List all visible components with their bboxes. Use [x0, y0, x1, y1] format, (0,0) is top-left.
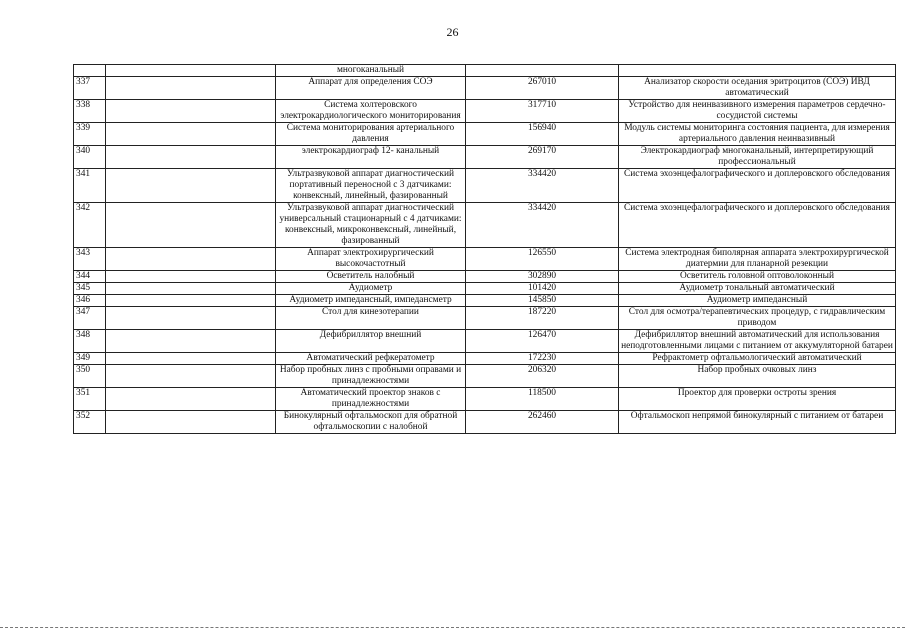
- cell-number: 342: [74, 203, 106, 248]
- table-row: [74, 77, 896, 100]
- cell-number: 347: [74, 307, 106, 330]
- scan-edge-line: [0, 627, 905, 628]
- cell-name: Автоматический проектор знаков с принадлежностями: [276, 388, 466, 411]
- cell-code: 126470: [466, 330, 619, 353]
- cell-number: 352: [74, 411, 106, 434]
- cell-name: Автоматический рефкератометр: [276, 353, 466, 365]
- table-row-continuation: [74, 65, 896, 77]
- cell-name: электрокардиограф 12- канальный: [276, 146, 466, 169]
- cell-blank: [106, 295, 276, 307]
- cell-blank: [106, 248, 276, 271]
- cell-number: 345: [74, 283, 106, 295]
- table-row: [74, 271, 896, 283]
- cell-number: 340: [74, 146, 106, 169]
- cell-description: Аудиометр импедансный: [619, 295, 896, 307]
- cell-name: Осветитель налобный: [276, 271, 466, 283]
- cell-description: Система эхоэнцефалографического и доплеровского обследования: [619, 169, 896, 203]
- cell-name: Система мониторирования артериального давления: [276, 123, 466, 146]
- cell-name: Ультразвуковой аппарат диагностический универсальный стационарный с 4 датчиками: конвексный, микроконвексный, линейный, фазированный: [276, 203, 466, 248]
- cell-name: Аппарат для определения СОЭ: [276, 77, 466, 100]
- cell-number: 341: [74, 169, 106, 203]
- cell-code: 118500: [466, 388, 619, 411]
- cell-name: Бинокулярный офтальмоскоп для обратной офтальмоскопии с налобной: [276, 411, 466, 434]
- cell-name: многоканальный: [276, 65, 466, 77]
- cell-description: Анализатор скорости оседания эритроцитов (СОЭ) ИВД автоматический: [619, 77, 896, 100]
- cell-blank: [106, 411, 276, 434]
- cell-name: Стол для кинезотерапии: [276, 307, 466, 330]
- cell-blank: [106, 123, 276, 146]
- cell-description: Система эхоэнцефалографического и доплеровского обследования: [619, 203, 896, 248]
- cell-code: 187220: [466, 307, 619, 330]
- cell-blank: [106, 330, 276, 353]
- cell-number: 346: [74, 295, 106, 307]
- table-row: [74, 330, 896, 353]
- cell-description: Устройство для неинвазивного измерения параметров сердечно-сосудистой системы: [619, 100, 896, 123]
- cell-number: 348: [74, 330, 106, 353]
- table-row: [74, 307, 896, 330]
- cell-code: [466, 65, 619, 77]
- cell-number: 339: [74, 123, 106, 146]
- table-row: [74, 365, 896, 388]
- cell-description: [619, 65, 896, 77]
- cell-code: 172230: [466, 353, 619, 365]
- table-row: [74, 248, 896, 271]
- table-row: [74, 388, 896, 411]
- cell-blank: [106, 203, 276, 248]
- cell-code: 334420: [466, 169, 619, 203]
- cell-number: 351: [74, 388, 106, 411]
- cell-description: Дефибриллятор внешний автоматический для использования неподготовленными лицами с питанием от аккумуляторной батареи: [619, 330, 896, 353]
- cell-code: 302890: [466, 271, 619, 283]
- cell-name: Набор пробных линз с пробными оправами и принадлежностями: [276, 365, 466, 388]
- cell-description: Офтальмоскоп непрямой бинокулярный с питанием от батареи: [619, 411, 896, 434]
- cell-blank: [106, 271, 276, 283]
- cell-blank: [106, 307, 276, 330]
- table-row: [74, 169, 896, 203]
- cell-name: Аудиометр импедансный, импедансметр: [276, 295, 466, 307]
- cell-number: 344: [74, 271, 106, 283]
- cell-blank: [106, 365, 276, 388]
- cell-name: Дефибриллятор внешний: [276, 330, 466, 353]
- table-row: [74, 146, 896, 169]
- cell-description: Система электродная биполярная аппарата электрохирургической диатермии для планарной резекции: [619, 248, 896, 271]
- cell-name: Аудиометр: [276, 283, 466, 295]
- cell-code: 262460: [466, 411, 619, 434]
- cell-name: Аппарат электрохирургический высокочастотный: [276, 248, 466, 271]
- page-number: 26: [446, 25, 459, 39]
- cell-description: Электрокардиограф многоканальный, интерпретирующий профессиональный: [619, 146, 896, 169]
- cell-blank: [106, 169, 276, 203]
- cell-code: 156940: [466, 123, 619, 146]
- cell-blank: [106, 77, 276, 100]
- cell-description: Модуль системы мониторинга состояния пациента, для измерения артериального давления неинвазивный: [619, 123, 896, 146]
- cell-code: 145850: [466, 295, 619, 307]
- cell-number: 350: [74, 365, 106, 388]
- cell-code: 101420: [466, 283, 619, 295]
- table-row: [74, 283, 896, 295]
- cell-code: 206320: [466, 365, 619, 388]
- cell-description: Набор пробных очковых линз: [619, 365, 896, 388]
- cell-description: Стол для осмотра/терапевтических процедур, с гидравлическим приводом: [619, 307, 896, 330]
- cell-blank: [106, 100, 276, 123]
- table-row: [74, 295, 896, 307]
- cell-description: Рефрактометр офтальмологический автоматический: [619, 353, 896, 365]
- cell-number: 338: [74, 100, 106, 123]
- cell-blank: [106, 283, 276, 295]
- cell-blank: [106, 65, 276, 77]
- cell-description: Аудиометр тональный автоматический: [619, 283, 896, 295]
- table-row: [74, 411, 896, 434]
- cell-code: 317710: [466, 100, 619, 123]
- cell-blank: [106, 146, 276, 169]
- table-body: [74, 65, 896, 434]
- table-row: [74, 353, 896, 365]
- cell-name: Система холтеровского электрокардиологического мониторирования: [276, 100, 466, 123]
- cell-code: 126550: [466, 248, 619, 271]
- cell-number: [74, 65, 106, 77]
- cell-blank: [106, 353, 276, 365]
- cell-code: 269170: [466, 146, 619, 169]
- table-row: [74, 123, 896, 146]
- cell-description: Проектор для проверки остроты зрения: [619, 388, 896, 411]
- table-row: [74, 100, 896, 123]
- cell-number: 337: [74, 77, 106, 100]
- table-row: [74, 203, 896, 248]
- cell-code: 267010: [466, 77, 619, 100]
- cell-code: 334420: [466, 203, 619, 248]
- cell-number: 349: [74, 353, 106, 365]
- cell-number: 343: [74, 248, 106, 271]
- cell-name: Ультразвуковой аппарат диагностический портативный переносной с 3 датчиками: конвексный, линейный, фазированный: [276, 169, 466, 203]
- equipment-table: [73, 64, 896, 434]
- cell-description: Осветитель головной оптоволоконный: [619, 271, 896, 283]
- cell-blank: [106, 388, 276, 411]
